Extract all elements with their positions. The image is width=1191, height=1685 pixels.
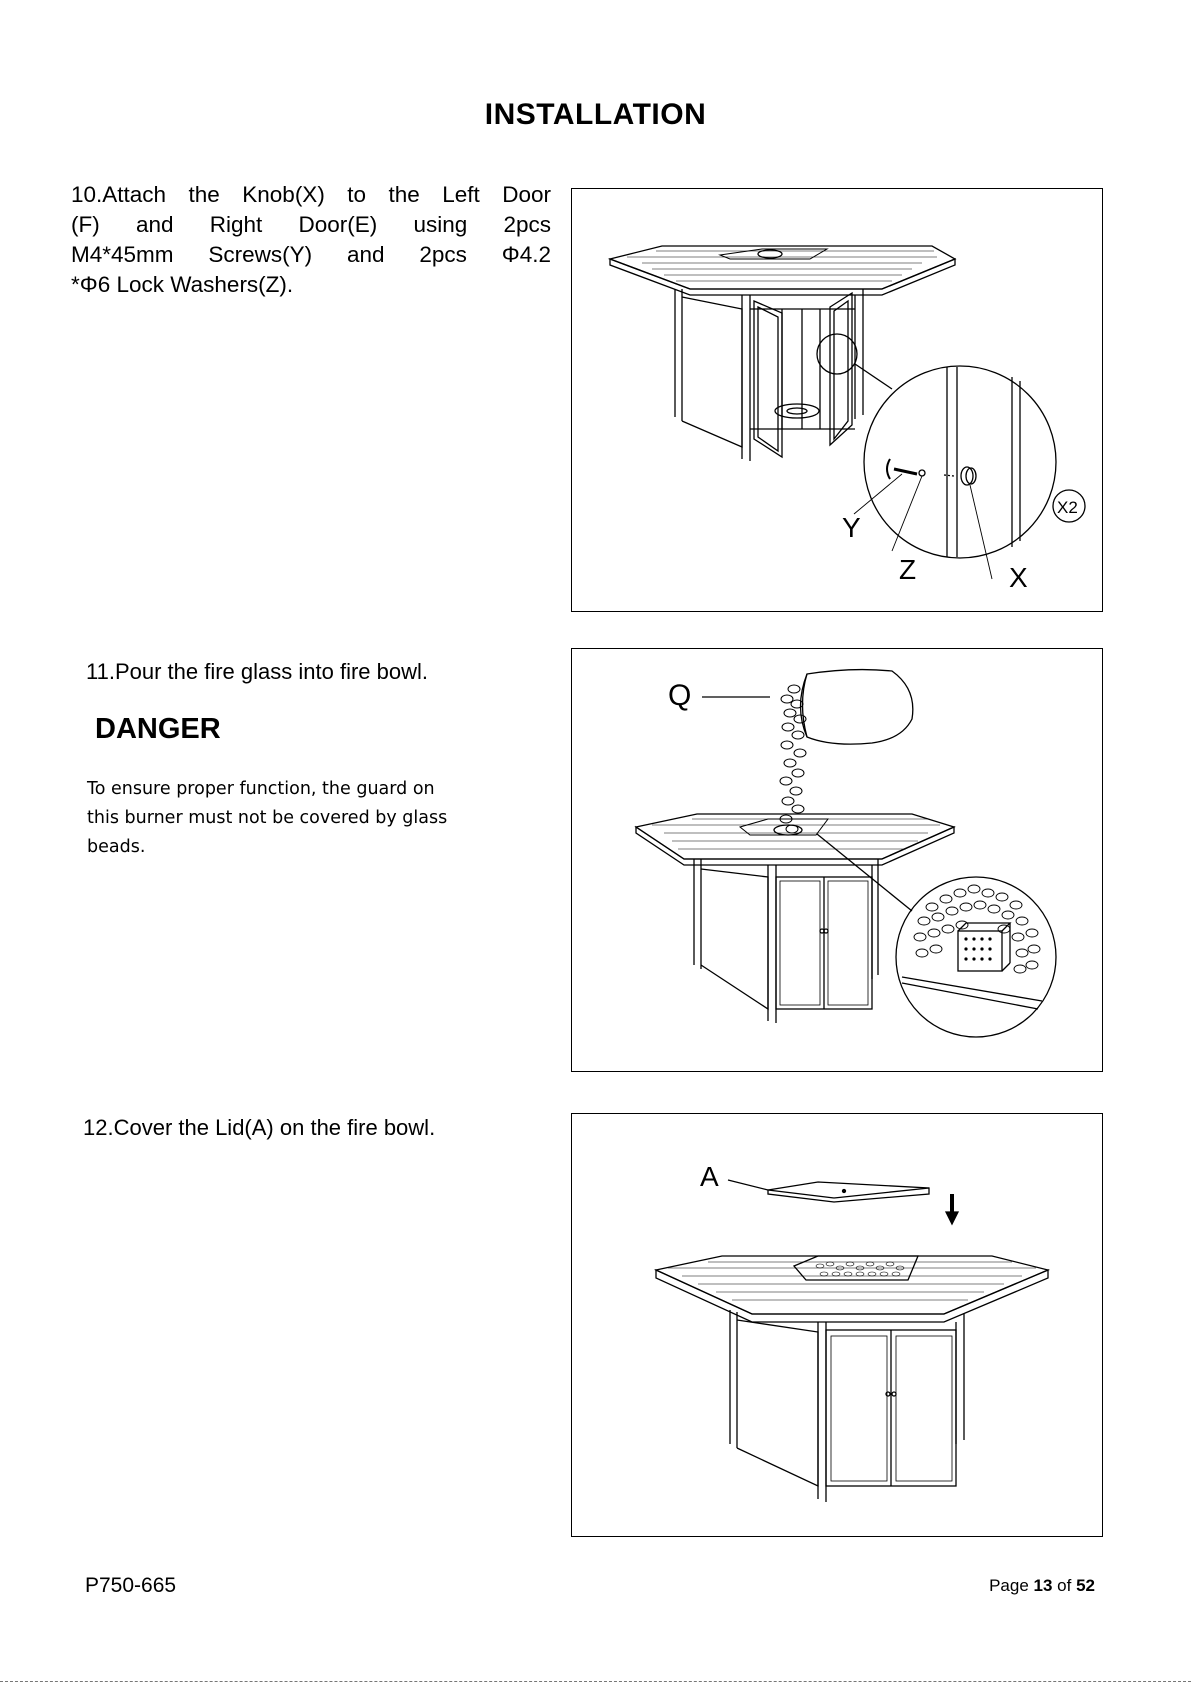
danger-warning-text: [87, 775, 507, 862]
step-10-line-4: *Φ6 Lock Washers(Z).: [71, 272, 294, 297]
danger-line-2: this burner must not be covered by glass: [87, 808, 448, 828]
screw-label-y: Y: [842, 512, 861, 543]
table-with-doors-illustration: [572, 189, 1104, 613]
model-number: P750-665: [85, 1574, 177, 1597]
fire-glass-label-q: Q: [668, 679, 692, 712]
page-bottom-divider: [0, 1681, 1191, 1682]
page-total: 52: [1076, 1576, 1095, 1595]
step-12-instruction: 12.Cover the Lid(A) on the fire bowl.: [83, 1115, 436, 1140]
danger-heading: DANGER: [95, 713, 221, 745]
page-number: [989, 1576, 1095, 1596]
danger-line-3: beads.: [87, 837, 146, 857]
step-10-figure: [571, 188, 1103, 612]
step-10-line-1: 10.Attach the Knob(X) to the Left Door: [71, 182, 551, 207]
fire-glass-pouring-illustration: [572, 649, 1104, 1073]
step-10-line-2: (F) and Right Door(E) using 2pcs: [71, 212, 551, 237]
page-of: of: [1052, 1576, 1077, 1595]
step-10-line-3: M4*45mm Screws(Y) and 2pcs Φ4.2: [71, 242, 551, 267]
danger-line-1: To ensure proper function, the guard on: [87, 779, 435, 799]
step-10-instructions: [71, 180, 551, 300]
quantity-label: X2: [1057, 498, 1078, 517]
step-11-instruction: 11.Pour the fire glass into fire bowl.: [86, 659, 428, 684]
page-title: INSTALLATION: [484, 98, 707, 131]
washer-label-z: Z: [899, 554, 917, 585]
lid-cover-illustration: [572, 1114, 1104, 1538]
knob-label-x: X: [1009, 562, 1028, 593]
page-prefix: Page: [989, 1576, 1034, 1595]
lid-label-a: A: [700, 1161, 719, 1192]
step-12-figure: [571, 1113, 1103, 1537]
page-current: 13: [1033, 1576, 1053, 1595]
step-11-figure: [571, 648, 1103, 1072]
